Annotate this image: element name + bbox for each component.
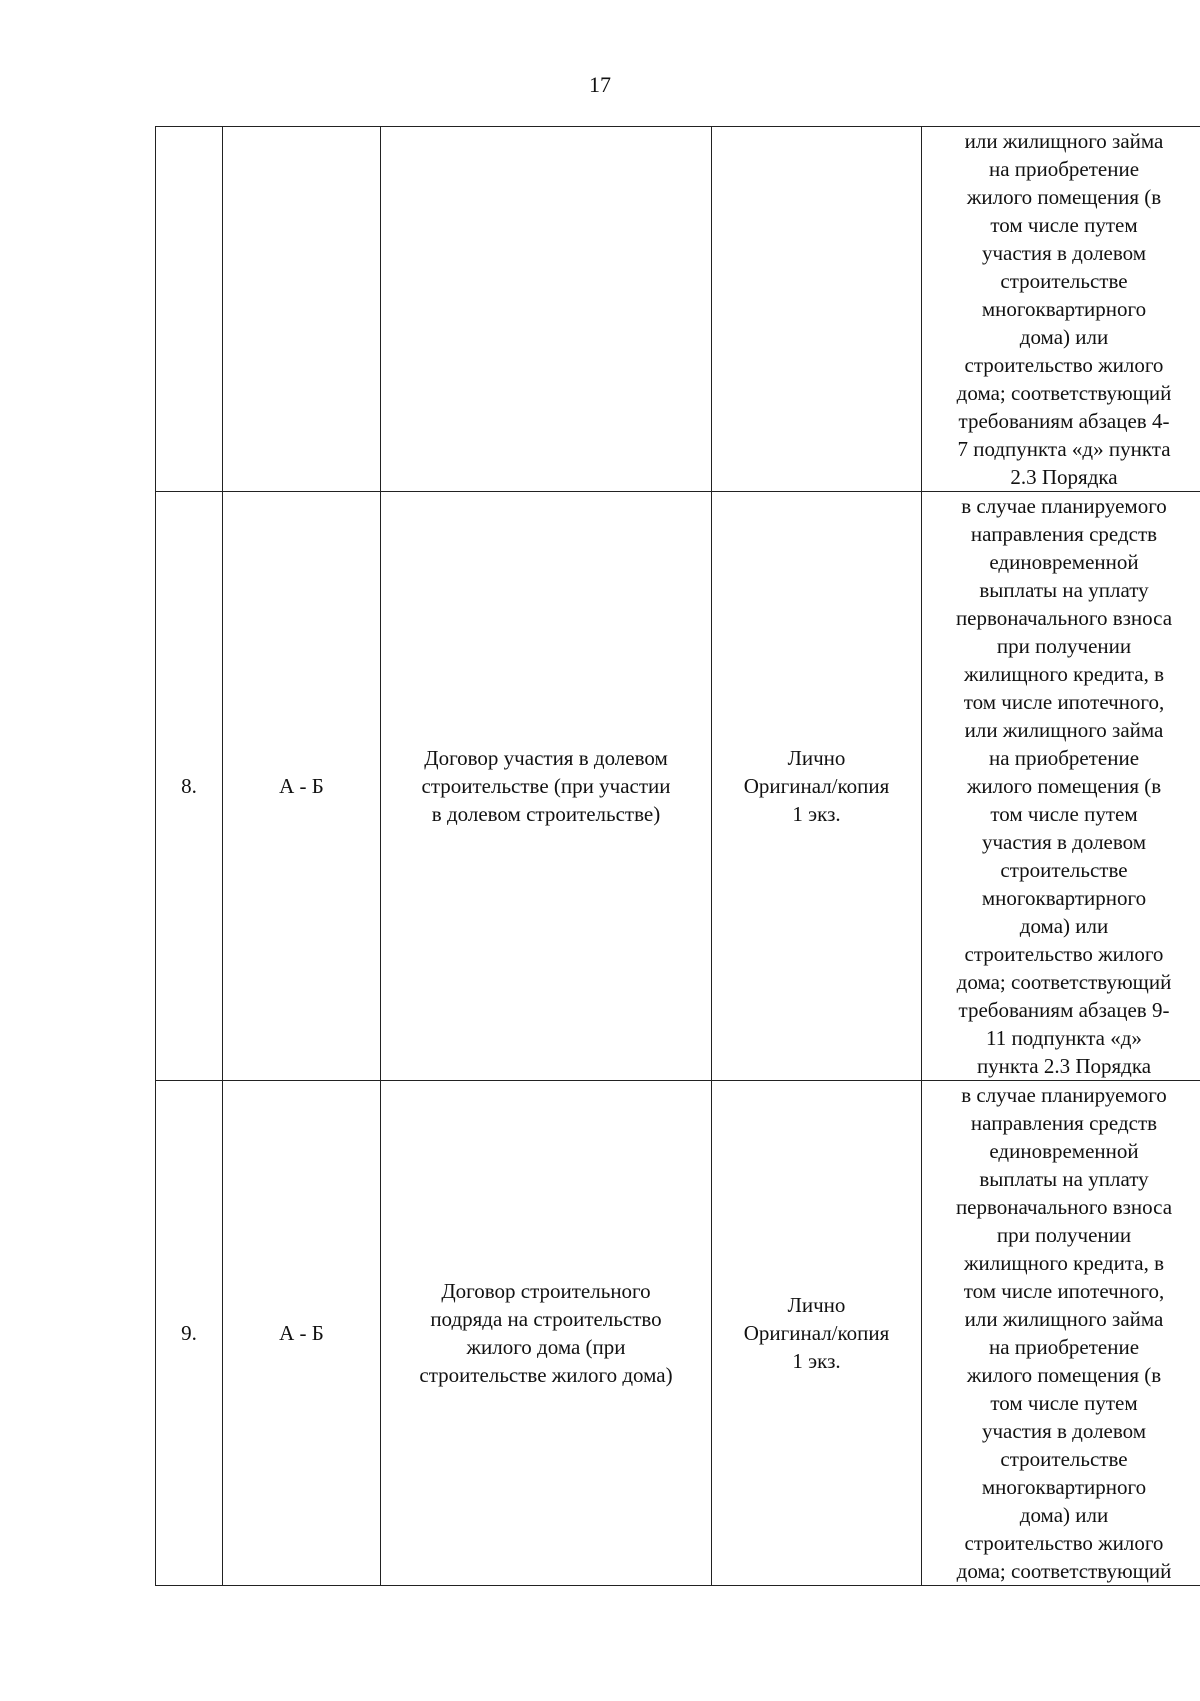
conditions-line: участия в долевом [981, 1419, 1147, 1443]
conditions-line: том числе путем [990, 1391, 1138, 1415]
form-line: 1 экз. [792, 802, 841, 826]
conditions-line: в случае планируемого [961, 494, 1167, 518]
conditions-line: 7 подпункта «д» пункта [957, 437, 1171, 461]
conditions-line: строительство жилого [964, 353, 1164, 377]
conditions-line: жилищного кредита, в [963, 662, 1165, 686]
conditions-line: при получении [996, 634, 1132, 658]
conditions-line: строительство жилого [964, 942, 1164, 966]
document-cell [381, 492, 712, 1081]
conditions-line: направления средств [970, 1111, 1158, 1135]
document-line: жилого дома (при [466, 1335, 626, 1359]
conditions-line: жилого помещения (в [966, 1363, 1162, 1387]
conditions-line: 11 подпункта «д» [986, 1026, 1142, 1050]
table-row [156, 492, 1200, 1081]
conditions-line: в случае планируемого [961, 1083, 1167, 1107]
conditions-line: или жилищного займа [964, 1307, 1164, 1331]
conditions-line: выплаты на уплату [979, 1167, 1149, 1191]
conditions-line: первоначального взноса [955, 1195, 1173, 1219]
documents-table [155, 126, 1200, 1586]
row-number-cell [156, 127, 223, 492]
conditions-line: дома) или [1019, 914, 1109, 938]
document-cell [381, 127, 712, 492]
conditions-line: на приобретение [988, 1335, 1140, 1359]
code-cell: А - Б [223, 492, 381, 1081]
conditions-line: строительстве [1000, 858, 1128, 882]
row-number-cell: 8. [156, 492, 223, 1081]
row-number-cell: 9. [156, 1081, 223, 1586]
conditions-line: дома) или [1019, 1503, 1109, 1527]
conditions-line: участия в долевом [981, 830, 1147, 854]
conditions-line: участия в долевом [981, 241, 1147, 265]
conditions-line: 2.3 Порядка [1010, 465, 1118, 489]
form-cell [712, 127, 922, 492]
conditions-line: дома) или [1019, 325, 1109, 349]
document-line: Договор строительного [441, 1279, 651, 1303]
document-line: Договор участия в долевом [424, 746, 668, 770]
conditions-cell [922, 1081, 1200, 1586]
conditions-line: дома; соответствующий [956, 970, 1172, 994]
form-line: Оригинал/копия [743, 1321, 890, 1345]
conditions-line: том числе ипотечного, [963, 1279, 1165, 1303]
conditions-line: дома; соответствующий [956, 1559, 1172, 1583]
conditions-line: на приобретение [988, 157, 1140, 181]
conditions-line: жилого помещения (в [966, 185, 1162, 209]
conditions-line: дома; соответствующий [956, 381, 1172, 405]
form-line: 1 экз. [792, 1349, 841, 1373]
conditions-line: первоначального взноса [955, 606, 1173, 630]
conditions-line: том числе ипотечного, [963, 690, 1165, 714]
conditions-line: единовременной [989, 1139, 1139, 1163]
conditions-line: выплаты на уплату [979, 578, 1149, 602]
form-cell [712, 1081, 922, 1586]
document-line: подряда на строительство [430, 1307, 662, 1331]
conditions-line: на приобретение [988, 746, 1140, 770]
page-number: 17 [589, 72, 611, 97]
conditions-line: том числе путем [990, 802, 1138, 826]
document-line: строительстве жилого дома) [419, 1363, 673, 1387]
code-cell [223, 127, 381, 492]
conditions-line: многоквартирного [981, 297, 1147, 321]
conditions-line: жилого помещения (в [966, 774, 1162, 798]
document-line: строительстве (при участии [421, 774, 671, 798]
document-cell [381, 1081, 712, 1586]
conditions-line: или жилищного займа [964, 129, 1164, 153]
conditions-line: строительстве [1000, 1447, 1128, 1471]
conditions-cell [922, 492, 1200, 1081]
document-line: в долевом строительстве) [431, 802, 661, 826]
conditions-line: требованиям абзацев 4- [958, 409, 1170, 433]
conditions-cell [922, 127, 1200, 492]
conditions-line: жилищного кредита, в [963, 1251, 1165, 1275]
form-line: Лично [787, 746, 846, 770]
code-cell: А - Б [223, 1081, 381, 1586]
conditions-line: требованиям абзацев 9- [958, 998, 1170, 1022]
conditions-line: том числе путем [990, 213, 1138, 237]
table-row [156, 127, 1200, 492]
conditions-line: при получении [996, 1223, 1132, 1247]
conditions-line: строительстве [1000, 269, 1128, 293]
conditions-line: направления средств [970, 522, 1158, 546]
conditions-line: многоквартирного [981, 1475, 1147, 1499]
form-line: Оригинал/копия [743, 774, 890, 798]
conditions-line: пункта 2.3 Порядка [976, 1054, 1152, 1078]
conditions-line: многоквартирного [981, 886, 1147, 910]
conditions-line: единовременной [989, 550, 1139, 574]
table-row [156, 1081, 1200, 1586]
conditions-line: или жилищного займа [964, 718, 1164, 742]
form-cell [712, 492, 922, 1081]
form-line: Лично [787, 1293, 846, 1317]
conditions-line: строительство жилого [964, 1531, 1164, 1555]
